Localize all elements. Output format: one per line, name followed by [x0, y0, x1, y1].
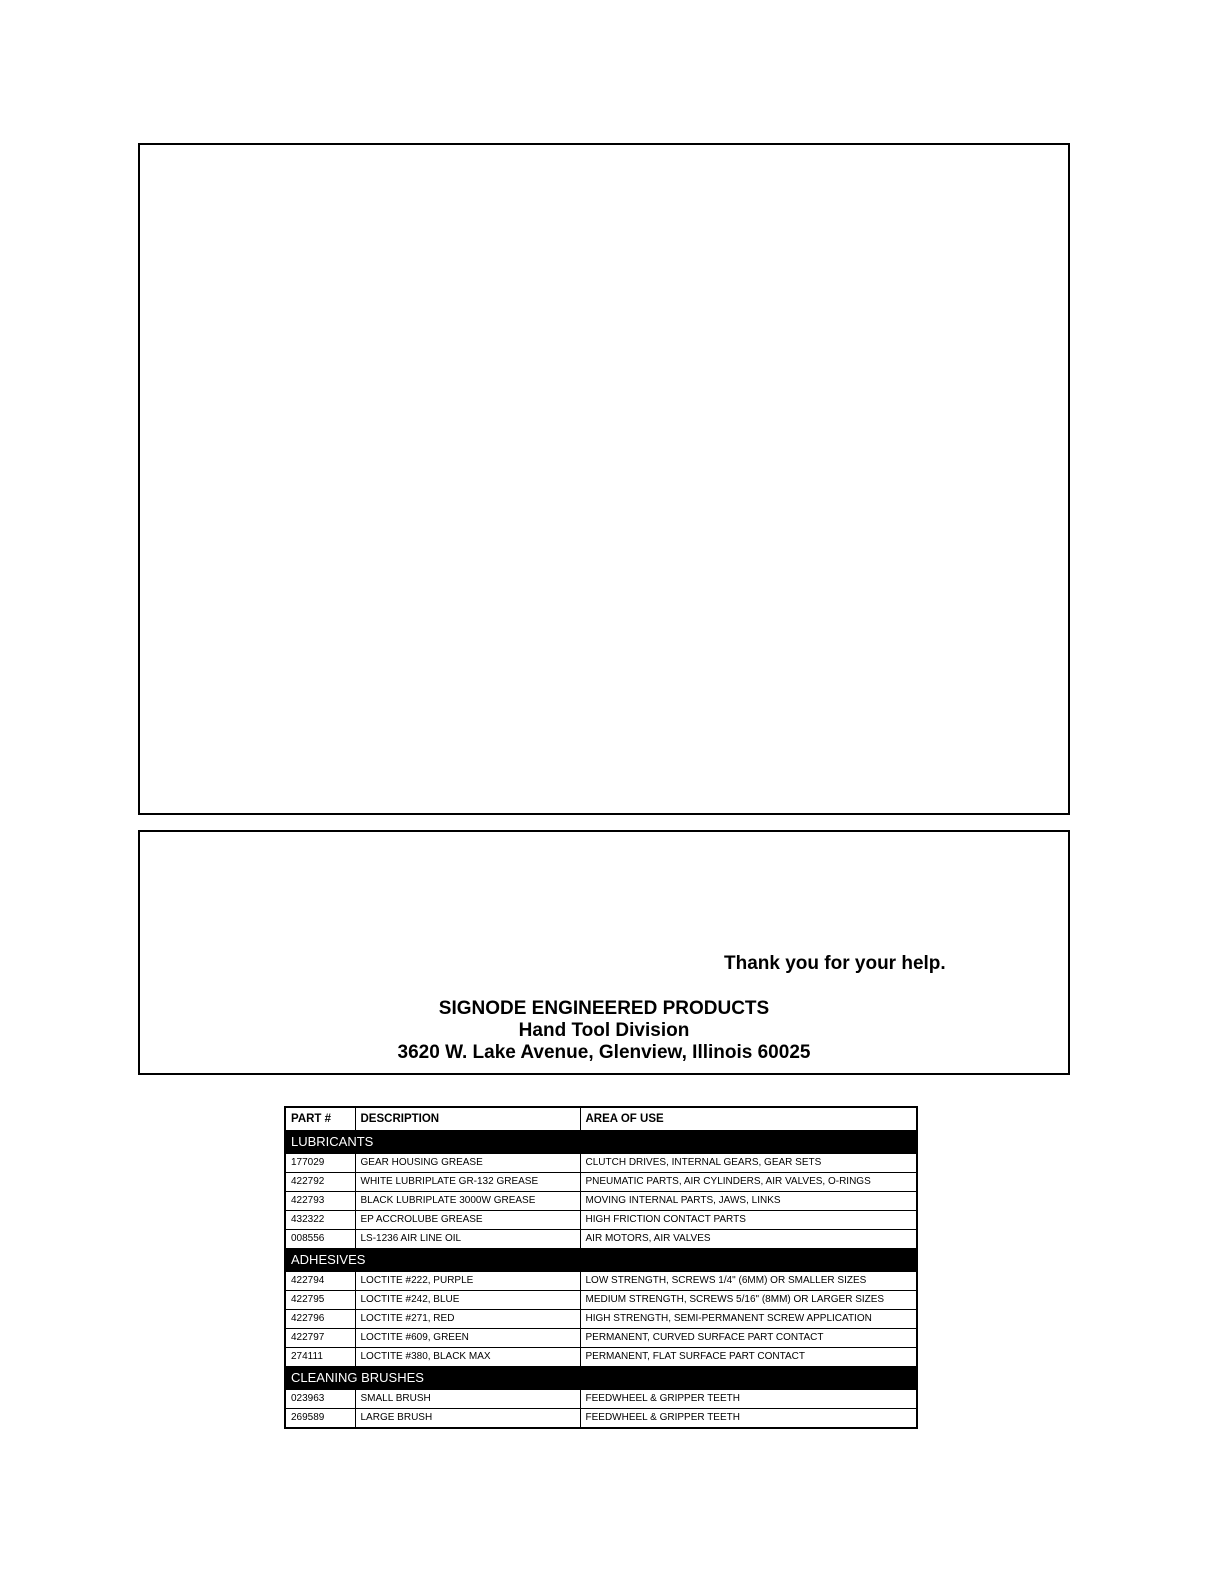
section-title: LUBRICANTS — [285, 1131, 917, 1154]
part-description: LOCTITE #271, RED — [355, 1310, 580, 1329]
company-address-block — [140, 998, 1068, 1064]
part-number: 274111 — [285, 1348, 355, 1367]
company-name: SIGNODE ENGINEERED PRODUCTS — [438, 998, 770, 1019]
part-area: HIGH STRENGTH, SEMI-PERMANENT SCREW APPLICATION — [580, 1310, 917, 1329]
part-area: MOVING INTERNAL PARTS, JAWS, LINKS — [580, 1192, 917, 1211]
table-row — [285, 1192, 917, 1211]
part-description: LOCTITE #222, PURPLE — [355, 1272, 580, 1291]
part-area: MEDIUM STRENGTH, SCREWS 5/16" (8MM) OR LARGER SIZES — [580, 1291, 917, 1310]
part-description: LOCTITE #242, BLUE — [355, 1291, 580, 1310]
thank-you-text: Thank you for your help. — [724, 953, 946, 974]
part-number: 008556 — [285, 1230, 355, 1249]
part-description: LARGE BRUSH — [355, 1409, 580, 1429]
part-description: LOCTITE #609, GREEN — [355, 1329, 580, 1348]
table-row — [285, 1230, 917, 1249]
table-header-row — [285, 1107, 917, 1131]
header-description: DESCRIPTION — [355, 1107, 580, 1131]
part-number: 422794 — [285, 1272, 355, 1291]
part-number: 177029 — [285, 1154, 355, 1173]
section-header-cleaning-brushes — [285, 1367, 917, 1390]
part-area: LOW STRENGTH, SCREWS 1/4" (6MM) OR SMALLER SIZES — [580, 1272, 917, 1291]
section-header-lubricants — [285, 1131, 917, 1154]
parts-table — [284, 1106, 918, 1429]
table-row — [285, 1272, 917, 1291]
part-number: 422793 — [285, 1192, 355, 1211]
table-row — [285, 1154, 917, 1173]
table-row — [285, 1409, 917, 1429]
section-title: ADHESIVES — [285, 1249, 917, 1272]
contact-box — [138, 830, 1070, 1075]
header-area: AREA OF USE — [580, 1107, 917, 1131]
part-number: 422797 — [285, 1329, 355, 1348]
company-address: 3620 W. Lake Avenue, Glenview, Illinois 60025 — [397, 1042, 811, 1063]
part-description: SMALL BRUSH — [355, 1390, 580, 1409]
part-number: 023963 — [285, 1390, 355, 1409]
table-row — [285, 1329, 917, 1348]
part-area: PERMANENT, CURVED SURFACE PART CONTACT — [580, 1329, 917, 1348]
table-row — [285, 1211, 917, 1230]
part-number: 269589 — [285, 1409, 355, 1429]
part-number: 422796 — [285, 1310, 355, 1329]
part-area: AIR MOTORS, AIR VALVES — [580, 1230, 917, 1249]
part-number: 422795 — [285, 1291, 355, 1310]
part-area: PERMANENT, FLAT SURFACE PART CONTACT — [580, 1348, 917, 1367]
part-description: EP ACCROLUBE GREASE — [355, 1211, 580, 1230]
table-row — [285, 1390, 917, 1409]
part-area: FEEDWHEEL & GRIPPER TEETH — [580, 1409, 917, 1429]
table-row — [285, 1310, 917, 1329]
section-title: CLEANING BRUSHES — [285, 1367, 917, 1390]
part-area: FEEDWHEEL & GRIPPER TEETH — [580, 1390, 917, 1409]
part-description: GEAR HOUSING GREASE — [355, 1154, 580, 1173]
part-description: LS-1236 AIR LINE OIL — [355, 1230, 580, 1249]
section-header-adhesives — [285, 1249, 917, 1272]
table-row — [285, 1291, 917, 1310]
blank-notes-box — [138, 143, 1070, 815]
part-area: PNEUMATIC PARTS, AIR CYLINDERS, AIR VALVES, O-RINGS — [580, 1173, 917, 1192]
part-description: LOCTITE #380, BLACK MAX — [355, 1348, 580, 1367]
part-number: 422792 — [285, 1173, 355, 1192]
part-area: CLUTCH DRIVES, INTERNAL GEARS, GEAR SETS — [580, 1154, 917, 1173]
division-name: Hand Tool Division — [518, 1020, 690, 1041]
header-part: PART # — [285, 1107, 355, 1131]
part-number: 432322 — [285, 1211, 355, 1230]
part-description: WHITE LUBRIPLATE GR-132 GREASE — [355, 1173, 580, 1192]
part-area: HIGH FRICTION CONTACT PARTS — [580, 1211, 917, 1230]
table-row — [285, 1173, 917, 1192]
part-description: BLACK LUBRIPLATE 3000W GREASE — [355, 1192, 580, 1211]
table-row — [285, 1348, 917, 1367]
